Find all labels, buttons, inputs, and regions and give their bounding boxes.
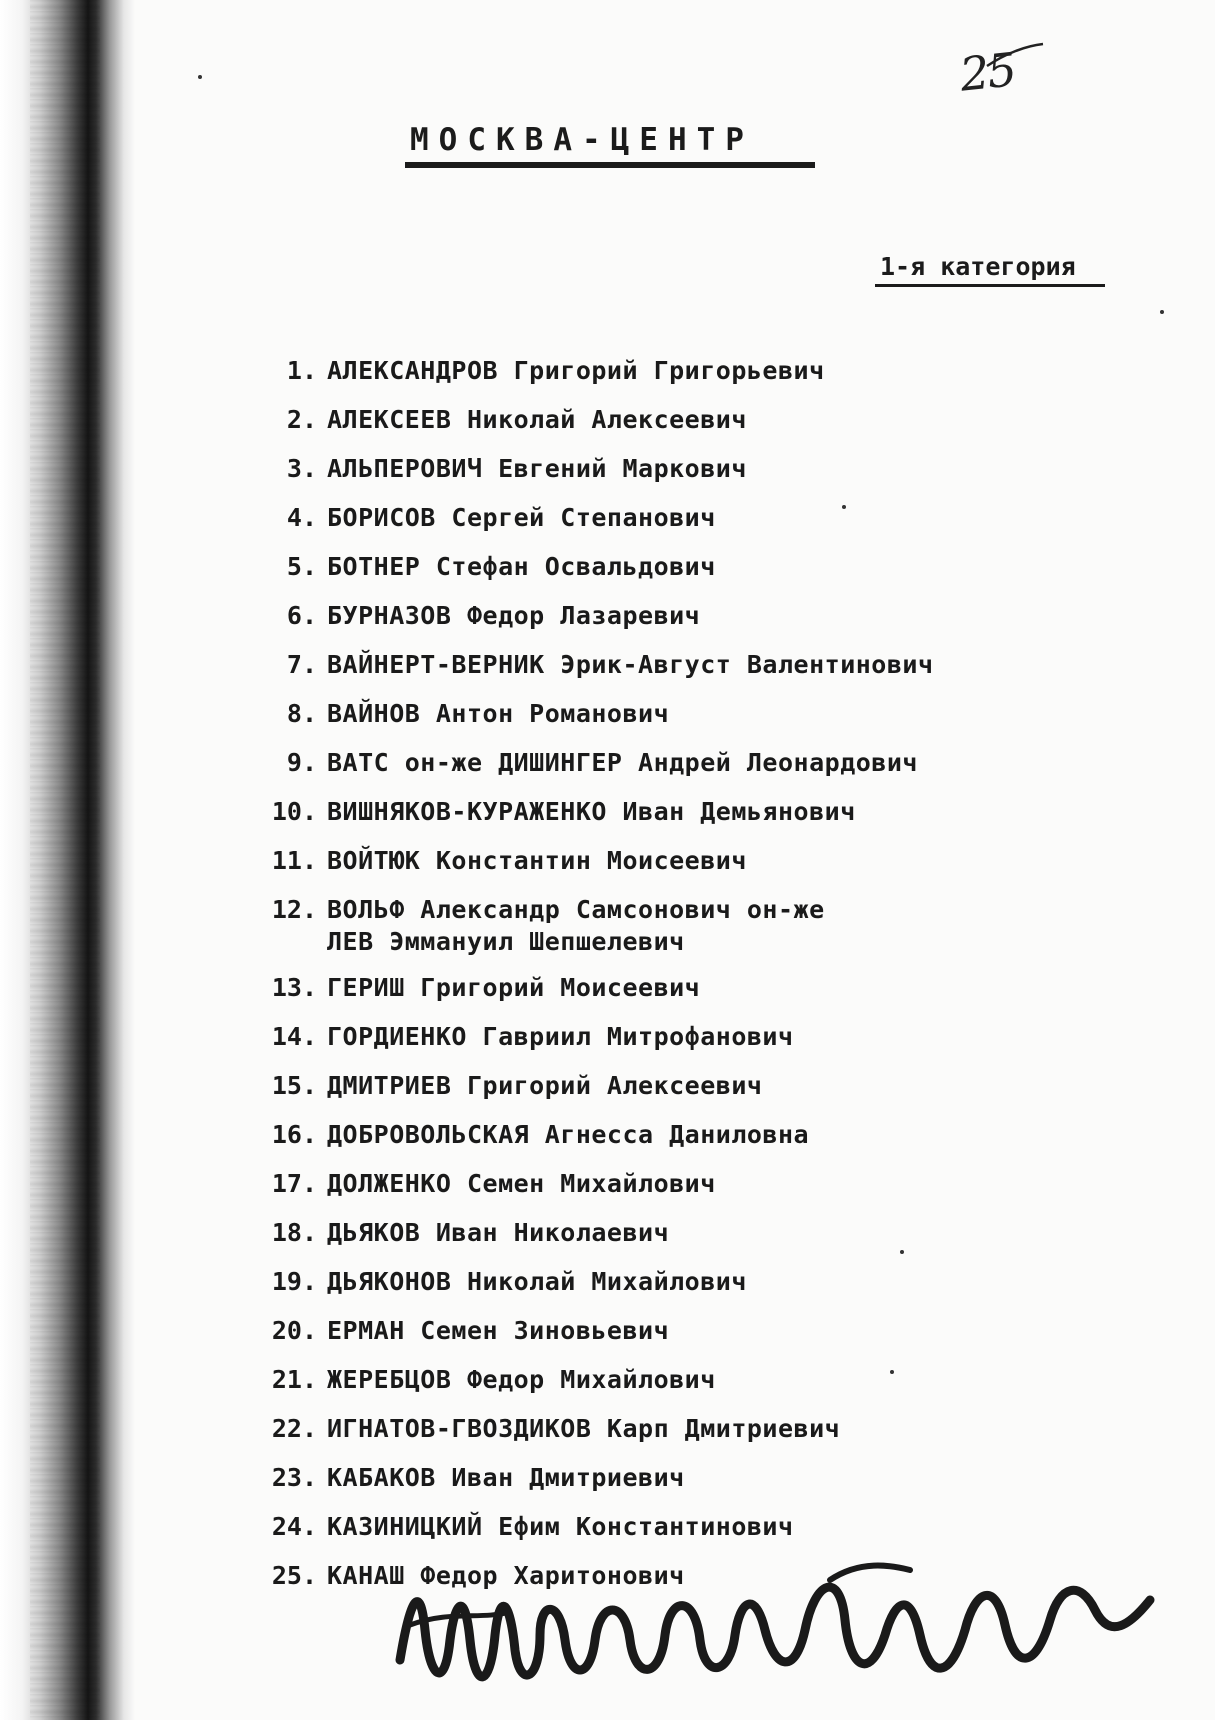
list-item [255,600,1055,649]
item-name: КАБАКОВ Иван Дмитриевич [327,1463,685,1492]
title-underline [405,162,815,168]
binding-shadow [0,0,135,1720]
item-name: ГОРДИЕНКО Гавриил Митрофанович [327,1022,794,1051]
item-number: 15. [271,1071,317,1100]
list-item [255,502,1055,551]
item-number: 14. [271,1022,317,1051]
list-item [255,1168,1055,1217]
item-name: ДМИТРИЕВ Григорий Алексеевич [327,1071,763,1100]
handwritten-signature [390,1540,1160,1710]
list-item [255,1413,1055,1462]
item-name: АЛЬПЕРОВИЧ Евгений Маркович [327,454,747,483]
category-label: 1-я категория [880,252,1076,281]
item-number: 20. [271,1316,317,1345]
item-number: 4. [286,503,317,532]
list-item [255,1021,1055,1070]
item-number: 12. [271,895,317,924]
list-item [255,1462,1055,1511]
list-item [255,551,1055,600]
speck [1160,310,1164,314]
list-item [255,1217,1055,1266]
speck [890,1370,894,1374]
item-number: 17. [271,1169,317,1198]
item-number: 22. [271,1414,317,1443]
item-number: 10. [271,797,317,826]
item-name: ДЬЯКОВ Иван Николаевич [327,1218,670,1247]
item-name: АЛЕКСЕЕВ Николай Алексеевич [327,405,747,434]
item-number: 5. [286,552,317,581]
list-item [255,1119,1055,1168]
list-item [255,698,1055,747]
folio-flourish [985,40,1045,70]
item-name: БУРНАЗОВ Федор Лазаревич [327,601,701,630]
item-name: КАНАШ Федор Харитонович [327,1561,685,1590]
category-underline [875,284,1105,287]
item-number: 21. [271,1365,317,1394]
list-item [255,355,1055,404]
item-name: ВОЛЬФ Александр Самсонович он-же ЛЕВ Эммануил Шепшелевич [327,895,825,956]
list-item [255,404,1055,453]
list-item [255,1364,1055,1413]
item-number: 9. [286,748,317,777]
document-title: МОСКВА-ЦЕНТР [410,122,754,158]
item-name: ГЕРИШ Григорий Моисеевич [327,973,701,1002]
item-number: 13. [271,973,317,1002]
item-name: ВИШНЯКОВ-КУРАЖЕНКО Иван Демьянович [327,797,856,826]
list-item [255,747,1055,796]
item-name: ВАЙНЕРТ-ВЕРНИК Эрик-Август Валентинович [327,650,934,679]
list-item [255,1070,1055,1119]
item-name: ЕРМАН Семен Зиновьевич [327,1316,670,1345]
list-item [255,1266,1055,1315]
name-list [255,355,1055,1609]
item-name: ЖЕРЕБЦОВ Федор Михайлович [327,1365,716,1394]
item-name: ВОЙТЮК Константин Моисеевич [327,846,747,875]
item-number: 7. [286,650,317,679]
list-item [255,649,1055,698]
item-name: ВАЙНОВ Антон Романович [327,699,670,728]
item-name: КАЗИНИЦКИЙ Ефим Константинович [327,1512,794,1541]
item-number: 23. [271,1463,317,1492]
list-item [255,894,1055,972]
item-number: 25. [271,1561,317,1590]
speck [900,1250,904,1254]
list-item [255,1315,1055,1364]
item-number: 2. [286,405,317,434]
list-item [255,453,1055,502]
item-number: 24. [271,1512,317,1541]
item-name: АЛЕКСАНДРОВ Григорий Григорьевич [327,356,825,385]
item-number: 19. [271,1267,317,1296]
speck [842,505,846,509]
item-number: 6. [286,601,317,630]
item-name: БОТНЕР Стефан Освальдович [327,552,716,581]
list-item [255,845,1055,894]
item-number: 3. [286,454,317,483]
item-name: ДЬЯКОНОВ Николай Михайлович [327,1267,747,1296]
speck [198,75,202,79]
folio-number: 25 [957,42,1018,102]
item-name: ИГНАТОВ-ГВОЗДИКОВ Карп Дмитриевич [327,1414,841,1443]
item-name: ДОБРОВОЛЬСКАЯ Агнесса Даниловна [327,1120,810,1149]
item-number: 1. [286,356,317,385]
item-name: ДОЛЖЕНКО Семен Михайлович [327,1169,716,1198]
list-item [255,972,1055,1021]
list-item [255,796,1055,845]
item-number: 18. [271,1218,317,1247]
item-name: ВАТС он-же ДИШИНГЕР Андрей Леонардович [327,748,918,777]
item-number: 16. [271,1120,317,1149]
item-name: БОРИСОВ Сергей Степанович [327,503,716,532]
item-number: 8. [286,699,317,728]
item-number: 11. [271,846,317,875]
